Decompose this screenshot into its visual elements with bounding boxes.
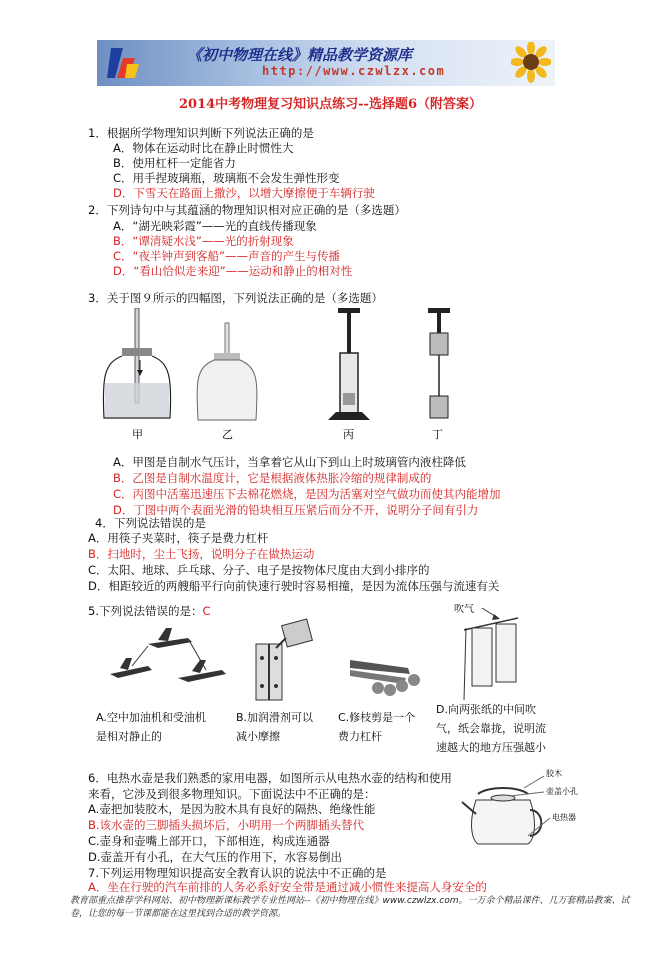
q5-stem: 5.下列说法错误的是： (88, 604, 203, 618)
fig-hinge-oil-can (256, 619, 312, 700)
q2-option-d-answer: D．“看山恰似走来迎”——运动和静止的相对性 (113, 264, 353, 278)
q4-option-c: C．太阳、地球、乒乓球、分子、电子是按物体尺度由大到小排序的 (88, 563, 430, 577)
q7-option-a-answer: A．坐在行驶的汽车前排的人务必系好安全带是通过减小惯性来提高人身安全的 (88, 880, 487, 894)
q5-option-b: B.加润滑剂可以减小摩擦 (236, 711, 314, 743)
q4-option-a: A．用筷子夹菜时，筷子是费力杠杆 (88, 531, 269, 545)
q5-option-c: C.修枝剪是一个费力杠杆 (338, 711, 416, 743)
q5-option-a: A.空中加油机和受油机是相对静止的 (96, 711, 206, 743)
q1-option-a: A．物体在运动时比在静止时惯性大 (113, 141, 294, 155)
q6-option-d: D.壶盖开有小孔，在大气压的作用下，水容易倒出 (88, 850, 343, 864)
banner-url[interactable]: http://www.czwlzx.com (262, 64, 446, 78)
q4-stem: 4．下列说法错误的是 (95, 516, 206, 530)
fig-jia-water-barometer (103, 308, 170, 418)
q2-stem: 2．下列诗句中与其蕴涵的物理知识相对应正确的是（多选题） (88, 203, 406, 217)
fig-label-ding: 丁 (432, 428, 443, 441)
fig-label-jia: 甲 (132, 428, 143, 441)
q3-option-b-answer: B．乙图是自制水温度计，它是根据液体热胀冷缩的规律制成的 (113, 471, 432, 485)
q4-option-d: D．相距较近的两艘船平行向前快速行驶时容易相撞，是因为流体压强与流速有关 (88, 579, 500, 593)
fig-two-papers (454, 604, 518, 700)
site-banner (97, 40, 555, 86)
label-bakelite: 胶木 (546, 769, 562, 778)
sunflower-icon (511, 42, 551, 84)
q6-option-c: C.壶身和壶嘴上部开口，下部相连，构成连通器 (88, 834, 330, 848)
banner-site-name: 《初中物理在线》精品教学资源库 (187, 46, 413, 64)
fig-refueling-aircraft (110, 628, 226, 682)
q3-option-d-answer: D．丁图中两个表面光滑的铅块相互压紧后而分不开，说明分子间有引力 (113, 503, 479, 517)
q3-option-c-answer: C．丙图中活塞迅速压下去棉花燃烧，是因为活塞对空气做功而使其内能增加 (113, 487, 501, 501)
q4-option-b-answer: B．扫地时，尘土飞扬，说明分子在做热运动 (88, 547, 315, 561)
q1-option-b: B．使用杠杆一定能省力 (113, 156, 236, 170)
blow-label: 吹气 (454, 604, 474, 615)
q2-option-a: A．“湖光映彩霞”——光的直线传播现象 (113, 219, 317, 233)
q1-option-c: C．用手捏玻璃瓶，玻璃瓶不会发生弹性形变 (113, 171, 340, 185)
fig-pruning-shears (350, 660, 420, 696)
q2-option-c-answer: C．“夜半钟声到客船”——声音的产生与传播 (113, 249, 340, 263)
site-logo-icon (105, 44, 141, 82)
fig-yi-thermometer (197, 323, 257, 420)
q6-kettle-figure (458, 764, 598, 856)
fig-bing-piston-cylinder (328, 308, 370, 420)
kettle-icon (462, 788, 541, 844)
label-lid-hole: 壶盖小孔 (546, 787, 578, 796)
q3-option-a: A．甲图是自制水气压计，当拿着它从山下到山上时玻璃管内液柱降低 (113, 455, 466, 469)
q3-figure (100, 308, 480, 443)
q6-stem: 6．电热水壶是我们熟悉的家用电器，如图所示从电热水壶的结构和使用来看，它涉及到很多物理知识。下面说法中不正确的是： (88, 771, 452, 801)
q2-option-b-answer: B．“谭清疑水浅”——光的折射现象 (113, 234, 294, 248)
label-heater: 电热器 (552, 813, 576, 822)
fig-ding-lead-blocks (428, 308, 450, 418)
q1-stem: 1．根据所学物理知识判断下列说法正确的是 (88, 126, 314, 140)
q5-option-d: D.向两张纸的中间吹气，纸会靠拢，说明流速越大的地方压强越小 (436, 703, 546, 754)
fig-label-yi: 乙 (222, 428, 233, 441)
q6-option-a: A.壶把加装胶木，是因为胶木具有良好的隔热、绝缘性能 (88, 802, 376, 816)
q1-option-d-answer: D．下雪天在路面上撒沙，以增大摩擦便于车辆行驶 (113, 186, 375, 200)
page-footer: 教育部重点推荐学科网站、初中物理新课标教学专业性网站--《初中物理在线》www.czwlzx.com。一万余个精品课件、几万套精品教案、试卷，让您的每一节课都能在这里找到合适的教学资源。 (70, 896, 630, 919)
q6-option-b-answer: B.该水壶的三脚插头损坏后，小明用一个两脚插头替代 (88, 818, 365, 832)
q5-figure (88, 604, 558, 704)
page-title: 2014中考物理复习知识点练习--选择题6（附答案） (178, 97, 483, 112)
fig-label-bing: 丙 (343, 428, 354, 441)
q5-answer: C (202, 604, 211, 618)
q3-stem: 3．关于图９所示的四幅图，下列说法正确的是（多选题） (88, 291, 383, 305)
q7-stem: 7.下列运用物理知识提高安全教育认识的说法中不正确的是 (88, 866, 387, 880)
